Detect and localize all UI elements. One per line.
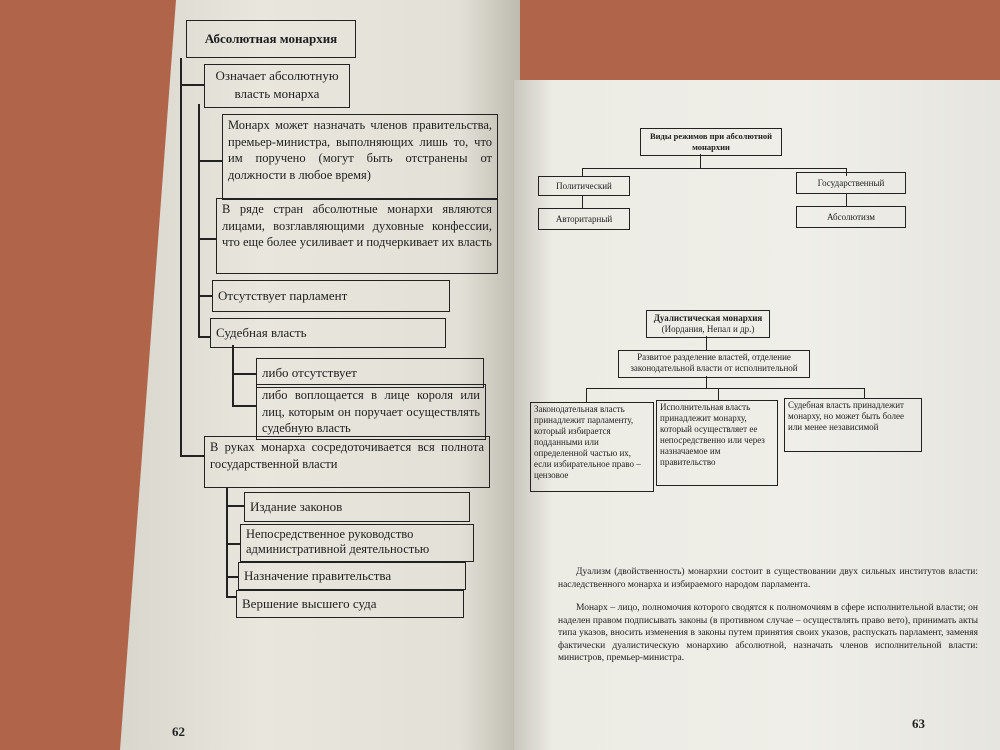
modes-connector-left-leaf: [582, 196, 583, 208]
modes-connector-left: [582, 168, 583, 176]
connector-trunk-concentration: [226, 487, 228, 597]
dual-connector-mid: [718, 388, 719, 400]
connector-h-item-1: [226, 505, 244, 507]
page-number-right: 63: [912, 716, 925, 731]
judicial-power-box: Судебная власть: [210, 318, 446, 348]
modes-title-box: Виды режимов при абсолютной монархии: [640, 128, 782, 156]
dual-connector-bar: [586, 388, 864, 389]
authoritarian-box: Авторитарный: [538, 208, 630, 230]
judicial-embodied-box: либо воплощается в лице короля или лиц, которым он поручает осуществлять судебную власть: [256, 384, 486, 440]
dualism-paragraph: Дуализм (двойственность) монархии состоит в существовании двух сильных институтов власти: наследственного монарха и избираемого народом парламента.: [558, 567, 978, 590]
connector-h-concentration: [180, 455, 204, 457]
judicial-dual-box: Судебная власть принадлежит монарху, но может быть более или менее независимой: [784, 398, 922, 452]
modes-connector-stem: [700, 154, 701, 168]
monarch-paragraph: Монарх – лицо, полномочия которого сводятся к полномочиям в сфере исполнительной власти; он наделен правом подписывать законы (в противном случае – осуществлять право вето), принимать акты типа указов, вносить изменения в законы путем принятия своих указов, распускать парламент, заменяя фактически дуалистическую монархию абсолютной, назначать членов исполнительной власти: министров, премьер-министра.: [558, 603, 978, 663]
religious-box: В ряде стран абсолютные монархи являются лицами, возглавляющими духовные конфессии, что еще более усиливает и подчеркивает их власть: [216, 198, 498, 274]
concentration-item-4: Вершение высшего суда: [236, 590, 464, 618]
connector-trunk-sub: [198, 104, 200, 336]
dualistic-title-box: [646, 310, 770, 338]
state-box: Государственный: [796, 172, 906, 194]
appoints-box: Монарх может назначать членов правительства, премьер-министра, выполняющих лишь то, что им поручено (могут быть отстранены от должности в любое время): [222, 114, 498, 200]
political-box: Политический: [538, 176, 630, 196]
modes-connector-bar: [582, 168, 846, 169]
concentration-item-2: Непосредственное руководство административной деятельностью: [240, 524, 474, 562]
connector-h-definition: [180, 84, 204, 86]
dualistic-examples: (Иордания, Непал и др.): [661, 324, 755, 334]
definition-box: Означает абсолютную власть монарха: [204, 64, 350, 108]
absolutism-box: Абсолютизм: [796, 206, 906, 228]
connector-h-judicial-embodied: [232, 405, 256, 407]
concentration-item-3: Назначение правительства: [238, 562, 466, 590]
judicial-absent-box: либо отсутствует: [256, 358, 484, 388]
concentration-item-1: Издание законов: [244, 492, 470, 522]
dual-connector-stem-1: [706, 336, 707, 350]
dual-connector-right: [864, 388, 865, 398]
separation-box: Развитое разделение властей, отделение законодательной власти от исполнительной: [618, 350, 810, 378]
connector-h-judicial: [198, 336, 210, 338]
executive-box: Исполнительная власть принадлежит монарху, который осуществляет ее непосредственно или через назначаемое им правительство: [656, 400, 778, 486]
connector-trunk-main: [180, 58, 182, 455]
dualistic-title: Дуалистическая монархия: [653, 313, 763, 323]
connector-h-parliament: [198, 295, 212, 297]
connector-h-item-3: [226, 576, 238, 578]
concentration-box: В руках монарха сосредоточивается вся полнота государственной власти: [204, 436, 490, 488]
connector-h-item-2: [226, 543, 240, 545]
absolute-monarchy-title: Абсолютная монархия: [186, 20, 356, 58]
connector-h-judicial-absent: [232, 373, 256, 375]
dual-connector-left: [586, 388, 587, 402]
page-number-left: 62: [172, 724, 185, 739]
connector-h-religious: [198, 238, 216, 240]
legislative-box: Законодательная власть принадлежит парламенту, который избирается подданными или определенной частью их, если избирательное право – цензовое: [530, 402, 654, 492]
modes-connector-right-leaf: [846, 194, 847, 206]
connector-h-item-4: [226, 596, 236, 598]
no-parliament-box: Отсутствует парламент: [212, 280, 450, 312]
connector-h-appoints: [198, 160, 222, 162]
connector-trunk-judicial: [232, 345, 234, 405]
